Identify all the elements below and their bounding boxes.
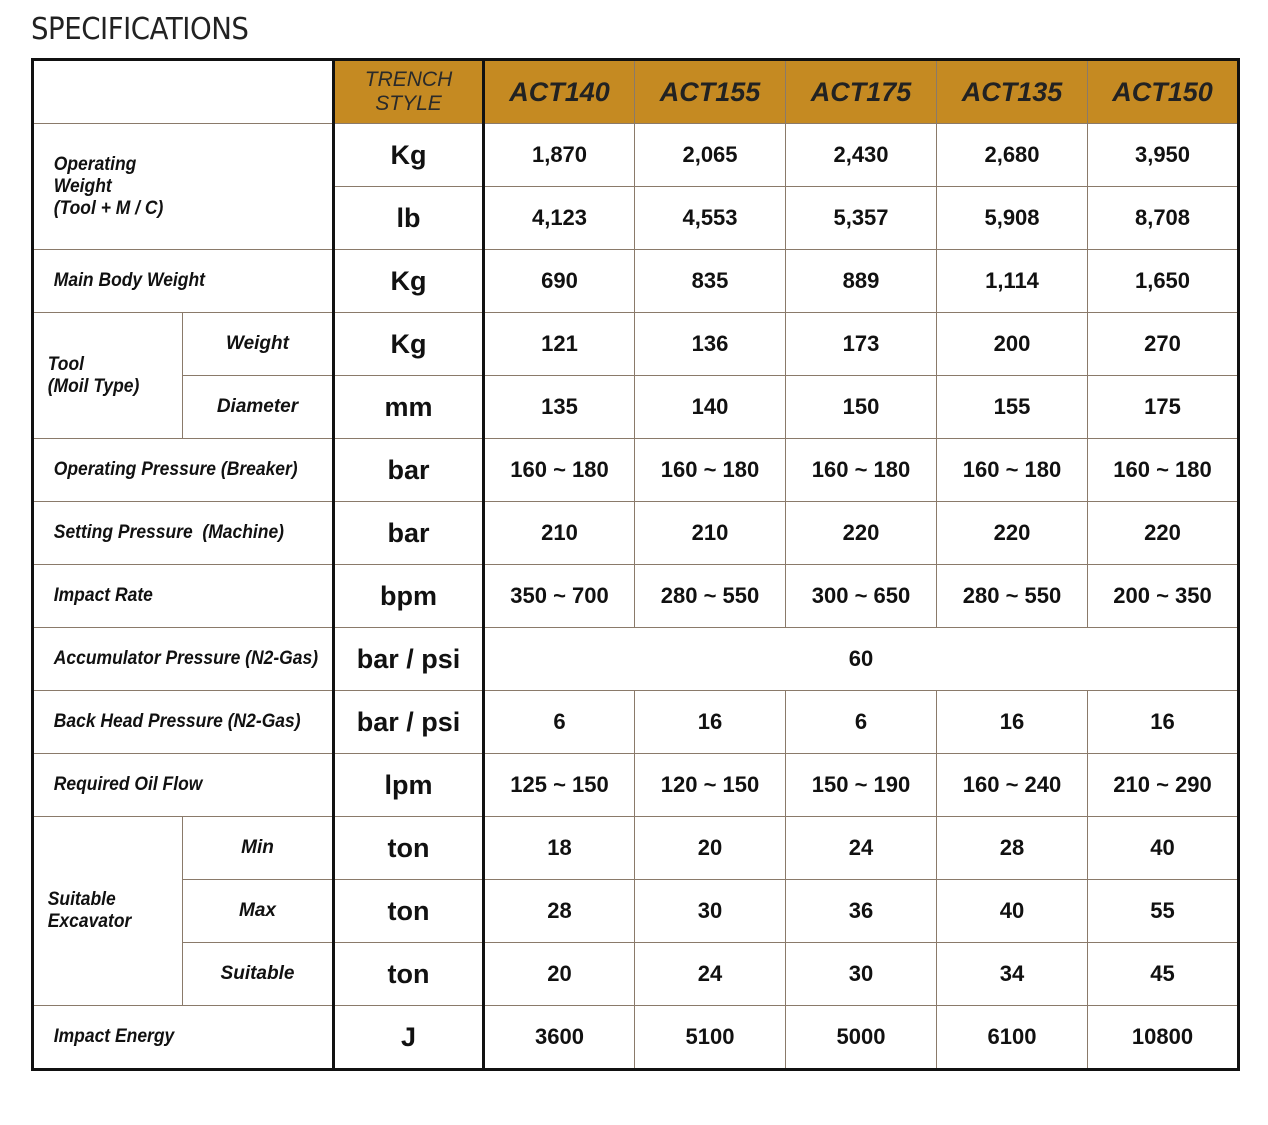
value-cell: 150 ~ 190 — [786, 754, 937, 817]
label-line: Excavator — [47, 911, 131, 932]
value-cell: 135 — [484, 376, 635, 439]
unit-cell: bar — [334, 439, 484, 502]
value-cell: 160 ~ 180 — [484, 439, 635, 502]
model-header: ACT150 — [1088, 60, 1239, 124]
sub-label: Suitable — [183, 943, 334, 1006]
label-line: Tool — [47, 353, 84, 375]
label-line: Suitable — [47, 889, 116, 910]
value-cell: 5,908 — [937, 187, 1088, 250]
unit-cell: lpm — [334, 754, 484, 817]
row-label-suitable-excavator — [39, 817, 177, 1006]
value-cell: 4,123 — [484, 187, 635, 250]
table-row — [33, 628, 1239, 691]
row-label-tool — [39, 313, 177, 439]
trench-style-line1: TRENCH — [364, 68, 453, 91]
value-cell: 200 ~ 350 — [1088, 565, 1239, 628]
value-cell: 160 ~ 180 — [1088, 439, 1239, 502]
value-cell: 350 ~ 700 — [484, 565, 635, 628]
value-cell: 835 — [635, 250, 786, 313]
specifications-table — [31, 58, 1240, 1071]
value-cell: 6100 — [937, 1006, 1088, 1070]
value-cell: 2,430 — [786, 124, 937, 187]
label-line: (Tool + M / C) — [53, 197, 163, 219]
value-cell: 175 — [1088, 376, 1239, 439]
value-cell: 121 — [484, 313, 635, 376]
unit-cell: J — [334, 1006, 484, 1070]
value-cell: 34 — [937, 943, 1088, 1006]
value-cell: 160 ~ 240 — [937, 754, 1088, 817]
trench-style-line2: STYLE — [375, 92, 442, 115]
value-cell: 210 — [484, 502, 635, 565]
value-cell: 40 — [1088, 817, 1239, 880]
value-cell: 140 — [635, 376, 786, 439]
value-cell: 24 — [786, 817, 937, 880]
model-header: ACT175 — [786, 60, 937, 124]
value-cell: 30 — [635, 880, 786, 943]
value-cell: 8,708 — [1088, 187, 1239, 250]
table-row — [33, 376, 1239, 439]
row-label-required-oil-flow: Required Oil Flow — [45, 754, 322, 817]
table-row — [33, 754, 1239, 817]
value-cell: 220 — [1088, 502, 1239, 565]
value-cell: 120 ~ 150 — [635, 754, 786, 817]
value-cell: 300 ~ 650 — [786, 565, 937, 628]
value-cell: 280 ~ 550 — [635, 565, 786, 628]
label-line: Operating — [53, 153, 136, 175]
value-cell: 1,870 — [484, 124, 635, 187]
value-cell: 173 — [786, 313, 937, 376]
value-cell: 45 — [1088, 943, 1239, 1006]
value-cell: 20 — [484, 943, 635, 1006]
value-cell: 220 — [786, 502, 937, 565]
model-header: ACT135 — [937, 60, 1088, 124]
row-label-operating-weight — [45, 124, 322, 250]
unit-cell: bar / psi — [334, 628, 484, 691]
value-cell: 24 — [635, 943, 786, 1006]
value-cell: 30 — [786, 943, 937, 1006]
value-cell: 160 ~ 180 — [937, 439, 1088, 502]
unit-cell: mm — [334, 376, 484, 439]
row-label-impact-rate: Impact Rate — [45, 565, 322, 628]
unit-cell: bar — [334, 502, 484, 565]
value-cell: 6 — [786, 691, 937, 754]
row-label-main-body-weight: Main Body Weight — [45, 250, 322, 313]
value-cell: 16 — [1088, 691, 1239, 754]
model-header: ACT155 — [635, 60, 786, 124]
header-blank-cell — [33, 60, 334, 124]
value-cell: 270 — [1088, 313, 1239, 376]
header-row — [33, 60, 1239, 124]
row-label-impact-energy: Impact Energy — [45, 1006, 322, 1070]
row-label-operating-pressure: Operating Pressure (Breaker) — [45, 439, 322, 502]
table-row — [33, 439, 1239, 502]
value-cell: 125 ~ 150 — [484, 754, 635, 817]
value-cell: 16 — [635, 691, 786, 754]
value-cell: 10800 — [1088, 1006, 1239, 1070]
table-row — [33, 250, 1239, 313]
unit-cell: Kg — [334, 250, 484, 313]
value-cell: 1,114 — [937, 250, 1088, 313]
value-cell: 20 — [635, 817, 786, 880]
row-label-accumulator-pressure: Accumulator Pressure (N2-Gas) — [45, 628, 322, 691]
value-cell: 200 — [937, 313, 1088, 376]
row-label-setting-pressure: Setting Pressure (Machine) — [45, 502, 322, 565]
value-cell: 3600 — [484, 1006, 635, 1070]
value-cell: 220 — [937, 502, 1088, 565]
value-cell: 210 ~ 290 — [1088, 754, 1239, 817]
value-cell: 210 — [635, 502, 786, 565]
sub-label: Max — [183, 880, 334, 943]
value-cell-merged: 60 — [484, 628, 1239, 691]
value-cell: 280 ~ 550 — [937, 565, 1088, 628]
sub-label: Weight — [183, 313, 334, 376]
value-cell: 155 — [937, 376, 1088, 439]
value-cell: 2,680 — [937, 124, 1088, 187]
value-cell: 6 — [484, 691, 635, 754]
table-row — [33, 1006, 1239, 1070]
unit-cell: ton — [334, 943, 484, 1006]
value-cell: 28 — [484, 880, 635, 943]
value-cell: 690 — [484, 250, 635, 313]
value-cell: 36 — [786, 880, 937, 943]
unit-cell: lb — [334, 187, 484, 250]
unit-cell: bpm — [334, 565, 484, 628]
table-row — [33, 943, 1239, 1006]
value-cell: 28 — [937, 817, 1088, 880]
value-cell: 55 — [1088, 880, 1239, 943]
unit-cell: Kg — [334, 124, 484, 187]
model-header: ACT140 — [484, 60, 635, 124]
table-row — [33, 565, 1239, 628]
page-title: SPECIFICATIONS — [31, 12, 249, 47]
sub-label: Diameter — [183, 376, 334, 439]
table-row — [33, 313, 1239, 376]
value-cell: 160 ~ 180 — [786, 439, 937, 502]
value-cell: 889 — [786, 250, 937, 313]
table-row — [33, 691, 1239, 754]
value-cell: 40 — [937, 880, 1088, 943]
value-cell: 5100 — [635, 1006, 786, 1070]
value-cell: 5000 — [786, 1006, 937, 1070]
unit-cell: ton — [334, 880, 484, 943]
table-row — [33, 817, 1239, 880]
value-cell: 5,357 — [786, 187, 937, 250]
value-cell: 1,650 — [1088, 250, 1239, 313]
label-line: Weight — [53, 175, 112, 197]
value-cell: 3,950 — [1088, 124, 1239, 187]
row-label-back-head-pressure: Back Head Pressure (N2-Gas) — [45, 691, 322, 754]
value-cell: 136 — [635, 313, 786, 376]
unit-cell: ton — [334, 817, 484, 880]
table-row — [33, 124, 1239, 187]
label-line: (Moil Type) — [47, 375, 139, 397]
header-trench-style — [334, 60, 484, 124]
value-cell: 16 — [937, 691, 1088, 754]
value-cell: 2,065 — [635, 124, 786, 187]
value-cell: 4,553 — [635, 187, 786, 250]
table-row — [33, 880, 1239, 943]
unit-cell: bar / psi — [334, 691, 484, 754]
value-cell: 18 — [484, 817, 635, 880]
value-cell: 160 ~ 180 — [635, 439, 786, 502]
table-row — [33, 502, 1239, 565]
sub-label: Min — [183, 817, 334, 880]
value-cell: 150 — [786, 376, 937, 439]
unit-cell: Kg — [334, 313, 484, 376]
